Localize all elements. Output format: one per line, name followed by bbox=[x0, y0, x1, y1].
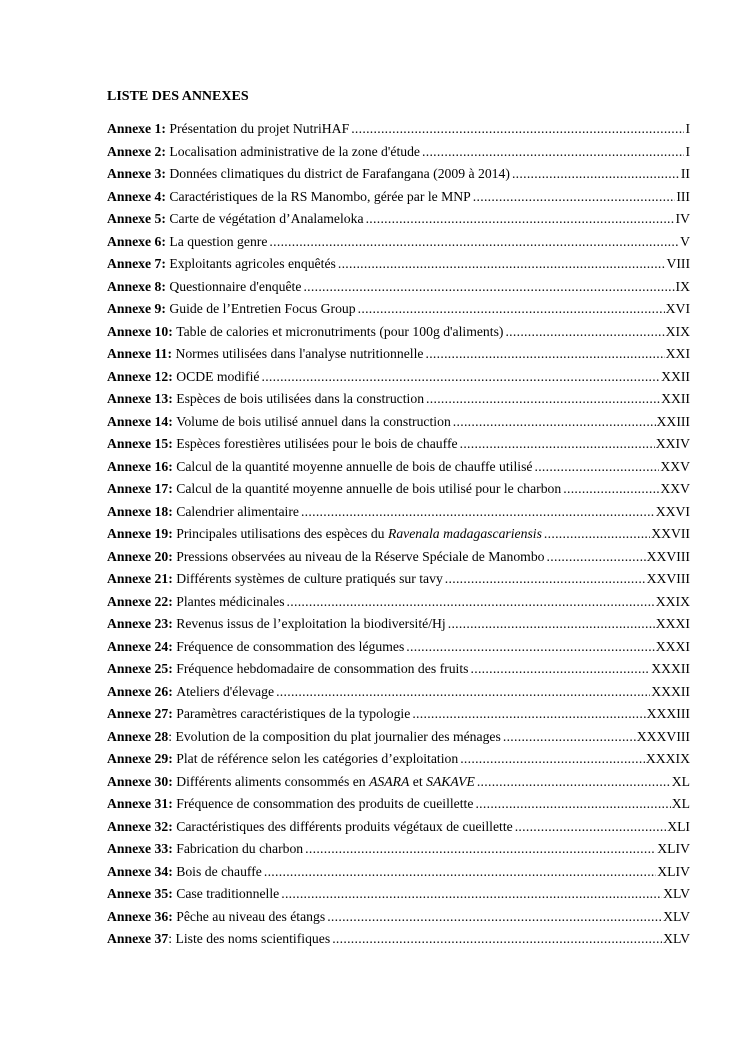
annex-title-text: Pêche au niveau des étangs bbox=[176, 908, 326, 924]
annex-title-text: Paramètres caractéristiques de la typologie bbox=[176, 706, 411, 721]
annex-title-text: Plat de référence selon les catégories d’exploitation bbox=[176, 751, 459, 766]
annex-title-text: Données climatiques du district de Farafangana (2009 à 2014) bbox=[169, 166, 510, 181]
annex-label: Annexe 28 bbox=[107, 728, 169, 744]
annex-title bbox=[176, 816, 513, 839]
dot-leader bbox=[269, 231, 679, 254]
annex-title bbox=[176, 748, 458, 771]
annex-page-number: VIII bbox=[666, 256, 690, 271]
dot-leader bbox=[471, 658, 651, 681]
document-page bbox=[107, 88, 690, 951]
annex-entry[interactable] bbox=[107, 726, 690, 749]
annex-page-number: XXXIX bbox=[645, 751, 690, 766]
annex-title-text: Plantes médicinales bbox=[176, 593, 285, 609]
annex-entry[interactable] bbox=[107, 591, 690, 614]
annex-title-text: Fréquence hebdomadaire de consommation des fruits bbox=[176, 661, 469, 676]
annex-page-number: XIX bbox=[665, 323, 690, 339]
annex-title bbox=[176, 613, 446, 636]
annex-title-text: et bbox=[409, 773, 427, 789]
annex-label: Annexe 37 bbox=[107, 931, 169, 946]
annex-label: Annexe 34: bbox=[107, 863, 173, 879]
annex-label: Annexe 32: bbox=[107, 818, 173, 834]
annex-title bbox=[176, 906, 325, 929]
annex-title-italic: SAKAVE bbox=[426, 773, 475, 789]
annex-label: Annexe 1: bbox=[107, 121, 166, 136]
annex-label: Annexe 21: bbox=[107, 571, 173, 586]
annex-page-number: XLV bbox=[663, 931, 690, 946]
annex-title-italic: Ravenala madagascariensis bbox=[387, 526, 542, 541]
dot-leader bbox=[563, 478, 659, 501]
annex-entry[interactable] bbox=[107, 163, 690, 186]
annex-entry[interactable] bbox=[107, 906, 690, 929]
annex-title bbox=[176, 883, 279, 906]
annex-title-text: Espèces forestières utilisées pour le bois de chauffe bbox=[176, 436, 458, 451]
dot-leader bbox=[473, 186, 676, 209]
annex-title-text: Guide de l’Entretien Focus Group bbox=[169, 301, 356, 316]
annex-title-text: Ateliers d'élevage bbox=[176, 683, 275, 699]
annex-title bbox=[176, 703, 410, 726]
dot-leader bbox=[453, 411, 656, 434]
dot-leader bbox=[406, 636, 655, 659]
annex-label: Annexe 3: bbox=[107, 166, 166, 181]
annex-title-text: Normes utilisées dans l'analyse nutritionnelle bbox=[175, 346, 424, 361]
annex-entry[interactable] bbox=[107, 253, 690, 276]
dot-leader bbox=[327, 906, 662, 929]
annex-entry[interactable] bbox=[107, 456, 690, 479]
annex-title-text: Présentation du projet NutriHAF bbox=[169, 121, 350, 136]
annex-title-italic: ASARA bbox=[369, 773, 410, 789]
annex-label: Annexe 24: bbox=[107, 638, 173, 654]
annex-entry[interactable] bbox=[107, 613, 690, 636]
annex-page-number: XXV bbox=[660, 481, 690, 496]
annex-page-number: XXXVIII bbox=[636, 728, 690, 744]
annex-label: Annexe 6: bbox=[107, 233, 166, 249]
annex-label: Annexe 14: bbox=[107, 413, 173, 429]
annex-label: Annexe 17: bbox=[107, 481, 173, 496]
annex-entry[interactable] bbox=[107, 321, 690, 344]
annex-title bbox=[169, 276, 301, 299]
annex-title bbox=[176, 658, 468, 681]
annex-label: Annexe 7: bbox=[107, 256, 166, 271]
annex-label: Annexe 2: bbox=[107, 143, 166, 159]
annex-label: Annexe 18: bbox=[107, 503, 173, 519]
annex-page-number: XL bbox=[671, 773, 690, 789]
annex-entry[interactable] bbox=[107, 928, 690, 951]
annex-title-text: Fabrication du charbon bbox=[176, 841, 304, 856]
annex-title bbox=[175, 928, 330, 951]
annex-entry[interactable] bbox=[107, 636, 690, 659]
dot-leader bbox=[448, 613, 655, 636]
annex-title-text: Calcul de la quantité moyenne annuelle de bois de chauffe utilisé bbox=[176, 458, 533, 474]
annex-page-number: XLV bbox=[663, 886, 690, 901]
annex-label: Annexe 35: bbox=[107, 886, 173, 901]
annex-entry[interactable] bbox=[107, 748, 690, 771]
dot-leader bbox=[460, 433, 655, 456]
annex-title-text: Caractéristiques des différents produits végétaux de cueillette bbox=[176, 818, 513, 834]
annex-page-number: XXII bbox=[661, 368, 690, 384]
annex-page-number: III bbox=[676, 188, 690, 204]
annex-label: Annexe 20: bbox=[107, 548, 173, 564]
dot-leader bbox=[503, 726, 636, 749]
annex-label: Annexe 11: bbox=[107, 346, 173, 361]
annex-title-text: La question genre bbox=[169, 233, 268, 249]
annex-title bbox=[176, 636, 404, 659]
dot-leader bbox=[512, 163, 680, 186]
dot-leader bbox=[301, 501, 655, 524]
annex-title bbox=[176, 478, 561, 501]
annex-title-text: Fréquence de consommation des légumes bbox=[176, 638, 405, 654]
dot-leader bbox=[305, 838, 656, 861]
annex-entry[interactable] bbox=[107, 343, 690, 366]
annex-title bbox=[176, 411, 451, 434]
annex-entry[interactable] bbox=[107, 681, 690, 704]
dot-leader bbox=[547, 546, 646, 569]
annex-page-number: XXXII bbox=[651, 661, 690, 676]
annex-entry[interactable] bbox=[107, 366, 690, 389]
annex-title-text: Questionnaire d'enquête bbox=[169, 278, 302, 294]
annex-separator: : bbox=[168, 931, 176, 946]
annex-title-text: Calendrier alimentaire bbox=[176, 503, 299, 519]
annex-title-text: Caractéristiques de la RS Manombo, gérée par le MNP bbox=[169, 188, 471, 204]
annex-page-number: XLIV bbox=[657, 863, 690, 879]
annex-label: Annexe 19: bbox=[107, 526, 173, 541]
annex-title bbox=[176, 433, 457, 456]
annex-label: Annexe 26: bbox=[107, 683, 173, 699]
annex-entry[interactable] bbox=[107, 118, 690, 141]
annex-entry[interactable] bbox=[107, 276, 690, 299]
annex-page-number: XL bbox=[671, 796, 690, 811]
dot-leader bbox=[358, 298, 665, 321]
page-title: LISTE DES ANNEXES bbox=[107, 89, 249, 104]
annex-label: Annexe 22: bbox=[107, 593, 173, 609]
annex-title bbox=[176, 523, 542, 546]
annex-title-text: Carte de végétation d’Analameloka bbox=[169, 211, 364, 226]
annex-title-text: Revenus issus de l’exploitation la biodiversité/Hj bbox=[176, 616, 446, 631]
annex-label: Annexe 16: bbox=[107, 458, 173, 474]
annex-title bbox=[169, 253, 335, 276]
annex-title bbox=[176, 681, 274, 704]
annex-page-number: XXXIII bbox=[646, 706, 690, 721]
annex-entry[interactable] bbox=[107, 388, 690, 411]
annex-title-text: Principales utilisations des espèces du bbox=[176, 526, 388, 541]
dot-leader bbox=[445, 568, 646, 591]
annex-title bbox=[176, 793, 473, 816]
annex-page-number: XXXII bbox=[651, 683, 690, 699]
annex-label: Annexe 4: bbox=[107, 188, 166, 204]
annex-title bbox=[169, 208, 363, 231]
annex-entry[interactable] bbox=[107, 816, 690, 839]
annex-title-text: Liste des noms scientifiques bbox=[175, 931, 331, 946]
annex-entry[interactable] bbox=[107, 433, 690, 456]
annex-page-number: XLV bbox=[663, 908, 690, 924]
annex-page-number: XXVIII bbox=[646, 571, 690, 586]
annex-title bbox=[176, 456, 532, 479]
annex-title bbox=[176, 568, 443, 591]
annex-title bbox=[169, 231, 267, 254]
dot-leader bbox=[515, 816, 666, 839]
annex-title bbox=[176, 838, 303, 861]
dot-leader bbox=[412, 703, 645, 726]
dot-leader bbox=[534, 456, 659, 479]
annex-label: Annexe 29: bbox=[107, 751, 173, 766]
annex-entry[interactable] bbox=[107, 546, 690, 569]
annex-page-number: XVI bbox=[665, 301, 690, 316]
annex-entry[interactable] bbox=[107, 861, 690, 884]
annex-entry[interactable] bbox=[107, 838, 690, 861]
annex-title bbox=[176, 388, 424, 411]
dot-leader bbox=[544, 523, 650, 546]
dot-leader bbox=[281, 883, 662, 906]
annex-entry[interactable] bbox=[107, 501, 690, 524]
annex-label: Annexe 27: bbox=[107, 706, 173, 721]
annex-entry[interactable] bbox=[107, 186, 690, 209]
dot-leader bbox=[425, 343, 664, 366]
annex-page-number: IX bbox=[675, 278, 690, 294]
annex-page-number: XXI bbox=[665, 346, 690, 361]
annex-entry[interactable] bbox=[107, 478, 690, 501]
annex-page-number: XXIV bbox=[655, 436, 690, 451]
annex-title bbox=[176, 321, 503, 344]
annex-label: Annexe 23: bbox=[107, 616, 173, 631]
annex-page-number: XXII bbox=[661, 391, 690, 406]
annex-label: Annexe 9: bbox=[107, 301, 166, 316]
annex-title-text: Bois de chauffe bbox=[176, 863, 262, 879]
annex-title bbox=[176, 591, 284, 614]
annex-entry[interactable] bbox=[107, 208, 690, 231]
annex-page-number: XXXI bbox=[655, 616, 690, 631]
annex-title bbox=[176, 861, 262, 884]
annex-label: Annexe 31: bbox=[107, 796, 173, 811]
dot-leader bbox=[366, 208, 675, 231]
dot-leader bbox=[475, 793, 670, 816]
annex-page-number: IV bbox=[675, 211, 690, 226]
annex-list bbox=[107, 118, 690, 951]
annex-title-text: Evolution de la composition du plat journalier des ménages bbox=[175, 728, 501, 744]
dot-leader bbox=[351, 118, 684, 141]
dot-leader bbox=[505, 321, 664, 344]
annex-title-text: Différents aliments consommés en bbox=[176, 773, 370, 789]
annex-entry[interactable] bbox=[107, 883, 690, 906]
annex-page-number: XXV bbox=[660, 458, 690, 474]
dot-leader bbox=[460, 748, 645, 771]
annex-title-text: Exploitants agricoles enquêtés bbox=[169, 256, 336, 271]
annex-title bbox=[169, 163, 510, 186]
annex-label: Annexe 10: bbox=[107, 323, 173, 339]
annex-page-number: XXVI bbox=[655, 503, 690, 519]
annex-title-text: Table de calories et micronutriments (pour 100g d'aliments) bbox=[176, 323, 504, 339]
annex-page-number: I bbox=[685, 121, 690, 136]
annex-entry[interactable] bbox=[107, 298, 690, 321]
annex-entry[interactable] bbox=[107, 411, 690, 434]
dot-leader bbox=[338, 253, 666, 276]
annex-title bbox=[175, 726, 500, 749]
dot-leader bbox=[332, 928, 662, 951]
annex-label: Annexe 12: bbox=[107, 368, 173, 384]
annex-title-text: Case traditionnelle bbox=[176, 886, 280, 901]
annex-entry[interactable] bbox=[107, 793, 690, 816]
annex-page-number: XLIV bbox=[657, 841, 690, 856]
annex-title bbox=[175, 343, 423, 366]
annex-label: Annexe 33: bbox=[107, 841, 173, 856]
dot-leader bbox=[261, 366, 660, 389]
annex-entry[interactable] bbox=[107, 568, 690, 591]
annex-title bbox=[176, 771, 475, 794]
dot-leader bbox=[303, 276, 674, 299]
annex-title-text: Calcul de la quantité moyenne annuelle de bois utilisé pour le charbon bbox=[176, 481, 562, 496]
dot-leader bbox=[422, 141, 684, 164]
annex-label: Annexe 30: bbox=[107, 773, 173, 789]
dot-leader bbox=[477, 771, 671, 794]
annex-page-number: XXIX bbox=[655, 593, 690, 609]
annex-page-number: II bbox=[680, 166, 690, 181]
annex-title bbox=[169, 141, 420, 164]
annex-title bbox=[169, 186, 470, 209]
annex-label: Annexe 5: bbox=[107, 211, 166, 226]
annex-page-number: XXIII bbox=[656, 413, 690, 429]
annex-page-number: XXVIII bbox=[646, 548, 690, 564]
annex-page-number: XXXI bbox=[655, 638, 690, 654]
annex-title-text: Fréquence de consommation des produits de cueillette bbox=[176, 796, 474, 811]
annex-title-text: Pressions observées au niveau de la Réserve Spéciale de Manombo bbox=[176, 548, 545, 564]
dot-leader bbox=[287, 591, 655, 614]
annex-title-text: Localisation administrative de la zone d'étude bbox=[169, 143, 421, 159]
annex-entry[interactable] bbox=[107, 771, 690, 794]
annex-page-number: XLI bbox=[667, 818, 690, 834]
annex-entry[interactable] bbox=[107, 658, 690, 681]
annex-label: Annexe 36: bbox=[107, 908, 173, 924]
annex-title bbox=[176, 366, 259, 389]
annex-page-number: XXVII bbox=[651, 526, 690, 541]
annex-entry[interactable] bbox=[107, 231, 690, 254]
annex-page-number: I bbox=[685, 143, 690, 159]
annex-label: Annexe 8: bbox=[107, 278, 166, 294]
annex-title-text: OCDE modifié bbox=[176, 368, 260, 384]
annex-title bbox=[176, 546, 544, 569]
annex-title-text: Espèces de bois utilisées dans la construction bbox=[176, 391, 425, 406]
annex-separator: : bbox=[168, 728, 176, 744]
annex-title bbox=[176, 501, 299, 524]
annex-entry[interactable] bbox=[107, 523, 690, 546]
annex-label: Annexe 15: bbox=[107, 436, 173, 451]
annex-title-text: Différents systèmes de culture pratiqués sur tavy bbox=[176, 571, 443, 586]
annex-title-text: Volume de bois utilisé annuel dans la construction bbox=[176, 413, 451, 429]
annex-title bbox=[169, 298, 355, 321]
annex-entry[interactable] bbox=[107, 703, 690, 726]
annex-label: Annexe 13: bbox=[107, 391, 173, 406]
dot-leader bbox=[276, 681, 650, 704]
annex-label: Annexe 25: bbox=[107, 661, 173, 676]
annex-title bbox=[169, 118, 349, 141]
annex-entry[interactable] bbox=[107, 141, 690, 164]
dot-leader bbox=[264, 861, 656, 884]
annex-page-number: V bbox=[680, 233, 690, 249]
dot-leader bbox=[426, 388, 660, 411]
